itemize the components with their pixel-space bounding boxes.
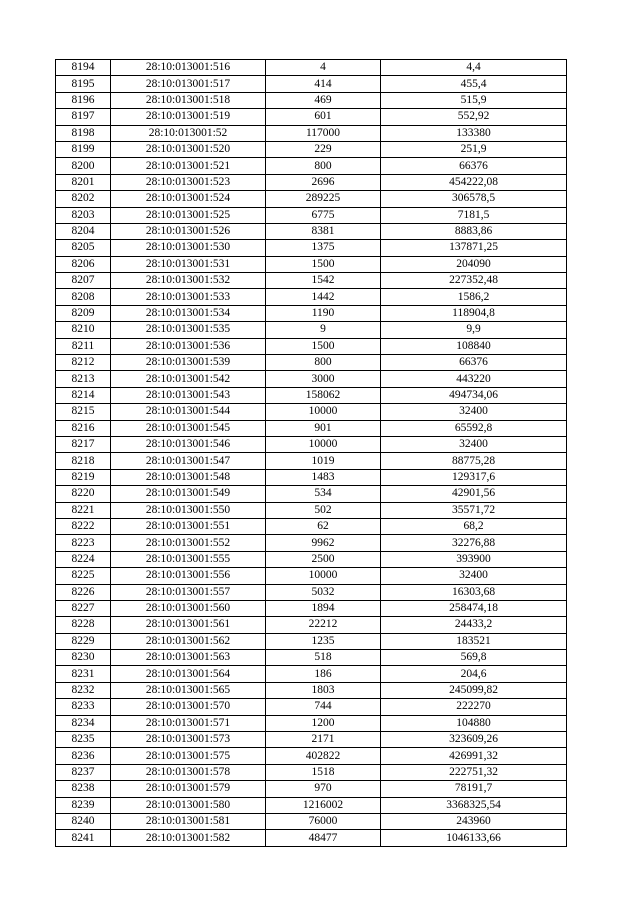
cadastral-number-cell: 28:10:013001:534 [111, 305, 266, 321]
area-cell: 10000 [266, 404, 381, 420]
value-cell: 118904,8 [381, 305, 567, 321]
cadastral-number-cell: 28:10:013001:579 [111, 781, 266, 797]
area-cell: 800 [266, 158, 381, 174]
area-cell: 2500 [266, 551, 381, 567]
cadastral-number-cell: 28:10:013001:580 [111, 797, 266, 813]
value-cell: 66376 [381, 355, 567, 371]
value-cell: 35571,72 [381, 502, 567, 518]
value-cell: 183521 [381, 633, 567, 649]
row-number-cell: 8196 [56, 92, 111, 108]
cadastral-number-cell: 28:10:013001:556 [111, 568, 266, 584]
value-cell: 393900 [381, 551, 567, 567]
table-row [56, 420, 567, 436]
cadastral-number-cell: 28:10:013001:564 [111, 666, 266, 682]
cadastral-number-cell: 28:10:013001:547 [111, 453, 266, 469]
value-cell: 32400 [381, 436, 567, 452]
row-number-cell: 8209 [56, 305, 111, 321]
row-number-cell: 8241 [56, 830, 111, 846]
table-row [56, 355, 567, 371]
table-row [56, 830, 567, 846]
cadastral-number-cell: 28:10:013001:549 [111, 486, 266, 502]
value-cell: 222270 [381, 699, 567, 715]
value-cell: 32400 [381, 568, 567, 584]
table-row [56, 781, 567, 797]
value-cell: 515,9 [381, 92, 567, 108]
area-cell: 117000 [266, 125, 381, 141]
row-number-cell: 8218 [56, 453, 111, 469]
table-row [56, 486, 567, 502]
row-number-cell: 8200 [56, 158, 111, 174]
table-row [56, 600, 567, 616]
cadastral-number-cell: 28:10:013001:545 [111, 420, 266, 436]
value-cell: 16303,68 [381, 584, 567, 600]
area-cell: 8381 [266, 223, 381, 239]
value-cell: 552,92 [381, 109, 567, 125]
value-cell: 42901,56 [381, 486, 567, 502]
cadastral-number-cell: 28:10:013001:542 [111, 371, 266, 387]
row-number-cell: 8233 [56, 699, 111, 715]
area-cell: 601 [266, 109, 381, 125]
area-cell: 414 [266, 76, 381, 92]
value-cell: 306578,5 [381, 191, 567, 207]
row-number-cell: 8230 [56, 650, 111, 666]
table-row [56, 404, 567, 420]
area-cell: 22212 [266, 617, 381, 633]
table-row [56, 60, 567, 76]
cadastral-number-cell: 28:10:013001:517 [111, 76, 266, 92]
row-number-cell: 8234 [56, 715, 111, 731]
data-table [55, 59, 567, 847]
area-cell: 502 [266, 502, 381, 518]
area-cell: 1894 [266, 600, 381, 616]
area-cell: 1483 [266, 469, 381, 485]
value-cell: 88775,28 [381, 453, 567, 469]
area-cell: 1500 [266, 256, 381, 272]
area-cell: 800 [266, 355, 381, 371]
value-cell: 32400 [381, 404, 567, 420]
table-row [56, 633, 567, 649]
area-cell: 970 [266, 781, 381, 797]
area-cell: 1542 [266, 273, 381, 289]
value-cell: 24433,2 [381, 617, 567, 633]
value-cell: 222751,32 [381, 764, 567, 780]
area-cell: 518 [266, 650, 381, 666]
cadastral-number-cell: 28:10:013001:518 [111, 92, 266, 108]
cadastral-number-cell: 28:10:013001:543 [111, 387, 266, 403]
cadastral-number-cell: 28:10:013001:539 [111, 355, 266, 371]
value-cell: 243960 [381, 813, 567, 829]
cadastral-number-cell: 28:10:013001:552 [111, 535, 266, 551]
cadastral-number-cell: 28:10:013001:52 [111, 125, 266, 141]
value-cell: 66376 [381, 158, 567, 174]
table-row [56, 109, 567, 125]
table-row [56, 305, 567, 321]
table-row [56, 436, 567, 452]
area-cell: 1235 [266, 633, 381, 649]
value-cell: 108840 [381, 338, 567, 354]
cadastral-number-cell: 28:10:013001:531 [111, 256, 266, 272]
value-cell: 454222,08 [381, 174, 567, 190]
cadastral-number-cell: 28:10:013001:519 [111, 109, 266, 125]
row-number-cell: 8208 [56, 289, 111, 305]
table-row [56, 158, 567, 174]
cadastral-number-cell: 28:10:013001:535 [111, 322, 266, 338]
area-cell: 1019 [266, 453, 381, 469]
value-cell: 204090 [381, 256, 567, 272]
row-number-cell: 8223 [56, 535, 111, 551]
area-cell: 1216002 [266, 797, 381, 813]
cadastral-number-cell: 28:10:013001:544 [111, 404, 266, 420]
value-cell: 443220 [381, 371, 567, 387]
cadastral-number-cell: 28:10:013001:546 [111, 436, 266, 452]
table-row [56, 699, 567, 715]
table-row [56, 453, 567, 469]
area-cell: 1375 [266, 240, 381, 256]
row-number-cell: 8232 [56, 682, 111, 698]
area-cell: 10000 [266, 568, 381, 584]
table-row [56, 256, 567, 272]
row-number-cell: 8197 [56, 109, 111, 125]
table-row [56, 338, 567, 354]
value-cell: 204,6 [381, 666, 567, 682]
row-number-cell: 8225 [56, 568, 111, 584]
table-row [56, 535, 567, 551]
row-number-cell: 8237 [56, 764, 111, 780]
row-number-cell: 8198 [56, 125, 111, 141]
row-number-cell: 8222 [56, 518, 111, 534]
cadastral-number-cell: 28:10:013001:548 [111, 469, 266, 485]
row-number-cell: 8210 [56, 322, 111, 338]
row-number-cell: 8202 [56, 191, 111, 207]
cadastral-number-cell: 28:10:013001:575 [111, 748, 266, 764]
value-cell: 32276,88 [381, 535, 567, 551]
table-row [56, 125, 567, 141]
table-row [56, 223, 567, 239]
cadastral-number-cell: 28:10:013001:560 [111, 600, 266, 616]
area-cell: 534 [266, 486, 381, 502]
cadastral-number-cell: 28:10:013001:532 [111, 273, 266, 289]
area-cell: 6775 [266, 207, 381, 223]
table-row [56, 682, 567, 698]
table-row [56, 666, 567, 682]
row-number-cell: 8216 [56, 420, 111, 436]
area-cell: 10000 [266, 436, 381, 452]
value-cell: 227352,48 [381, 273, 567, 289]
value-cell: 3368325,54 [381, 797, 567, 813]
area-cell: 1518 [266, 764, 381, 780]
table-row [56, 518, 567, 534]
cadastral-number-cell: 28:10:013001:533 [111, 289, 266, 305]
row-number-cell: 8231 [56, 666, 111, 682]
cadastral-number-cell: 28:10:013001:536 [111, 338, 266, 354]
value-cell: 78191,7 [381, 781, 567, 797]
area-cell: 62 [266, 518, 381, 534]
area-cell: 1803 [266, 682, 381, 698]
area-cell: 901 [266, 420, 381, 436]
cadastral-number-cell: 28:10:013001:561 [111, 617, 266, 633]
cadastral-number-cell: 28:10:013001:578 [111, 764, 266, 780]
cadastral-number-cell: 28:10:013001:563 [111, 650, 266, 666]
row-number-cell: 8207 [56, 273, 111, 289]
area-cell: 48477 [266, 830, 381, 846]
table-row [56, 191, 567, 207]
row-number-cell: 8228 [56, 617, 111, 633]
cadastral-number-cell: 28:10:013001:550 [111, 502, 266, 518]
cadastral-number-cell: 28:10:013001:530 [111, 240, 266, 256]
area-cell: 5032 [266, 584, 381, 600]
cadastral-number-cell: 28:10:013001:524 [111, 191, 266, 207]
row-number-cell: 8220 [56, 486, 111, 502]
value-cell: 251,9 [381, 141, 567, 157]
area-cell: 186 [266, 666, 381, 682]
area-cell: 1442 [266, 289, 381, 305]
row-number-cell: 8215 [56, 404, 111, 420]
value-cell: 4,4 [381, 60, 567, 76]
row-number-cell: 8204 [56, 223, 111, 239]
area-cell: 1500 [266, 338, 381, 354]
area-cell: 229 [266, 141, 381, 157]
row-number-cell: 8201 [56, 174, 111, 190]
table-row [56, 715, 567, 731]
row-number-cell: 8238 [56, 781, 111, 797]
cadastral-number-cell: 28:10:013001:523 [111, 174, 266, 190]
row-number-cell: 8211 [56, 338, 111, 354]
value-cell: 258474,18 [381, 600, 567, 616]
table-row [56, 387, 567, 403]
table-row [56, 240, 567, 256]
row-number-cell: 8240 [56, 813, 111, 829]
value-cell: 569,8 [381, 650, 567, 666]
area-cell: 744 [266, 699, 381, 715]
value-cell: 494734,06 [381, 387, 567, 403]
table-row [56, 551, 567, 567]
row-number-cell: 8195 [56, 76, 111, 92]
value-cell: 9,9 [381, 322, 567, 338]
value-cell: 1586,2 [381, 289, 567, 305]
cadastral-number-cell: 28:10:013001:521 [111, 158, 266, 174]
table-row [56, 748, 567, 764]
area-cell: 3000 [266, 371, 381, 387]
row-number-cell: 8203 [56, 207, 111, 223]
row-number-cell: 8205 [56, 240, 111, 256]
row-number-cell: 8217 [56, 436, 111, 452]
table-row [56, 92, 567, 108]
table-row [56, 469, 567, 485]
row-number-cell: 8239 [56, 797, 111, 813]
table-row [56, 289, 567, 305]
table-row [56, 371, 567, 387]
table-row [56, 813, 567, 829]
cadastral-number-cell: 28:10:013001:525 [111, 207, 266, 223]
cadastral-number-cell: 28:10:013001:555 [111, 551, 266, 567]
table-row [56, 797, 567, 813]
value-cell: 133380 [381, 125, 567, 141]
cadastral-number-cell: 28:10:013001:573 [111, 732, 266, 748]
value-cell: 455,4 [381, 76, 567, 92]
table-row [56, 141, 567, 157]
table-row [56, 76, 567, 92]
row-number-cell: 8229 [56, 633, 111, 649]
value-cell: 8883,86 [381, 223, 567, 239]
row-number-cell: 8219 [56, 469, 111, 485]
table-body [56, 60, 567, 847]
table-row [56, 322, 567, 338]
area-cell: 76000 [266, 813, 381, 829]
area-cell: 158062 [266, 387, 381, 403]
cadastral-number-cell: 28:10:013001:570 [111, 699, 266, 715]
value-cell: 245099,82 [381, 682, 567, 698]
table-row [56, 650, 567, 666]
area-cell: 4 [266, 60, 381, 76]
area-cell: 2171 [266, 732, 381, 748]
row-number-cell: 8213 [56, 371, 111, 387]
value-cell: 129317,6 [381, 469, 567, 485]
cadastral-number-cell: 28:10:013001:526 [111, 223, 266, 239]
table-row [56, 502, 567, 518]
table-row [56, 207, 567, 223]
cadastral-number-cell: 28:10:013001:581 [111, 813, 266, 829]
area-cell: 289225 [266, 191, 381, 207]
row-number-cell: 8212 [56, 355, 111, 371]
cadastral-number-cell: 28:10:013001:520 [111, 141, 266, 157]
row-number-cell: 8224 [56, 551, 111, 567]
area-cell: 9 [266, 322, 381, 338]
area-cell: 9962 [266, 535, 381, 551]
row-number-cell: 8235 [56, 732, 111, 748]
row-number-cell: 8194 [56, 60, 111, 76]
value-cell: 7181,5 [381, 207, 567, 223]
table-row [56, 584, 567, 600]
cadastral-number-cell: 28:10:013001:516 [111, 60, 266, 76]
row-number-cell: 8214 [56, 387, 111, 403]
cadastral-number-cell: 28:10:013001:557 [111, 584, 266, 600]
value-cell: 65592,8 [381, 420, 567, 436]
table-row [56, 764, 567, 780]
table-row [56, 174, 567, 190]
row-number-cell: 8236 [56, 748, 111, 764]
table-row [56, 732, 567, 748]
table-row [56, 273, 567, 289]
cadastral-number-cell: 28:10:013001:551 [111, 518, 266, 534]
area-cell: 1190 [266, 305, 381, 321]
value-cell: 68,2 [381, 518, 567, 534]
cadastral-number-cell: 28:10:013001:565 [111, 682, 266, 698]
table-row [56, 617, 567, 633]
cadastral-number-cell: 28:10:013001:582 [111, 830, 266, 846]
area-cell: 2696 [266, 174, 381, 190]
value-cell: 137871,25 [381, 240, 567, 256]
row-number-cell: 8226 [56, 584, 111, 600]
value-cell: 104880 [381, 715, 567, 731]
row-number-cell: 8206 [56, 256, 111, 272]
value-cell: 1046133,66 [381, 830, 567, 846]
cadastral-number-cell: 28:10:013001:562 [111, 633, 266, 649]
area-cell: 402822 [266, 748, 381, 764]
area-cell: 1200 [266, 715, 381, 731]
row-number-cell: 8199 [56, 141, 111, 157]
row-number-cell: 8221 [56, 502, 111, 518]
area-cell: 469 [266, 92, 381, 108]
row-number-cell: 8227 [56, 600, 111, 616]
value-cell: 426991,32 [381, 748, 567, 764]
value-cell: 323609,26 [381, 732, 567, 748]
cadastral-number-cell: 28:10:013001:571 [111, 715, 266, 731]
table-row [56, 568, 567, 584]
